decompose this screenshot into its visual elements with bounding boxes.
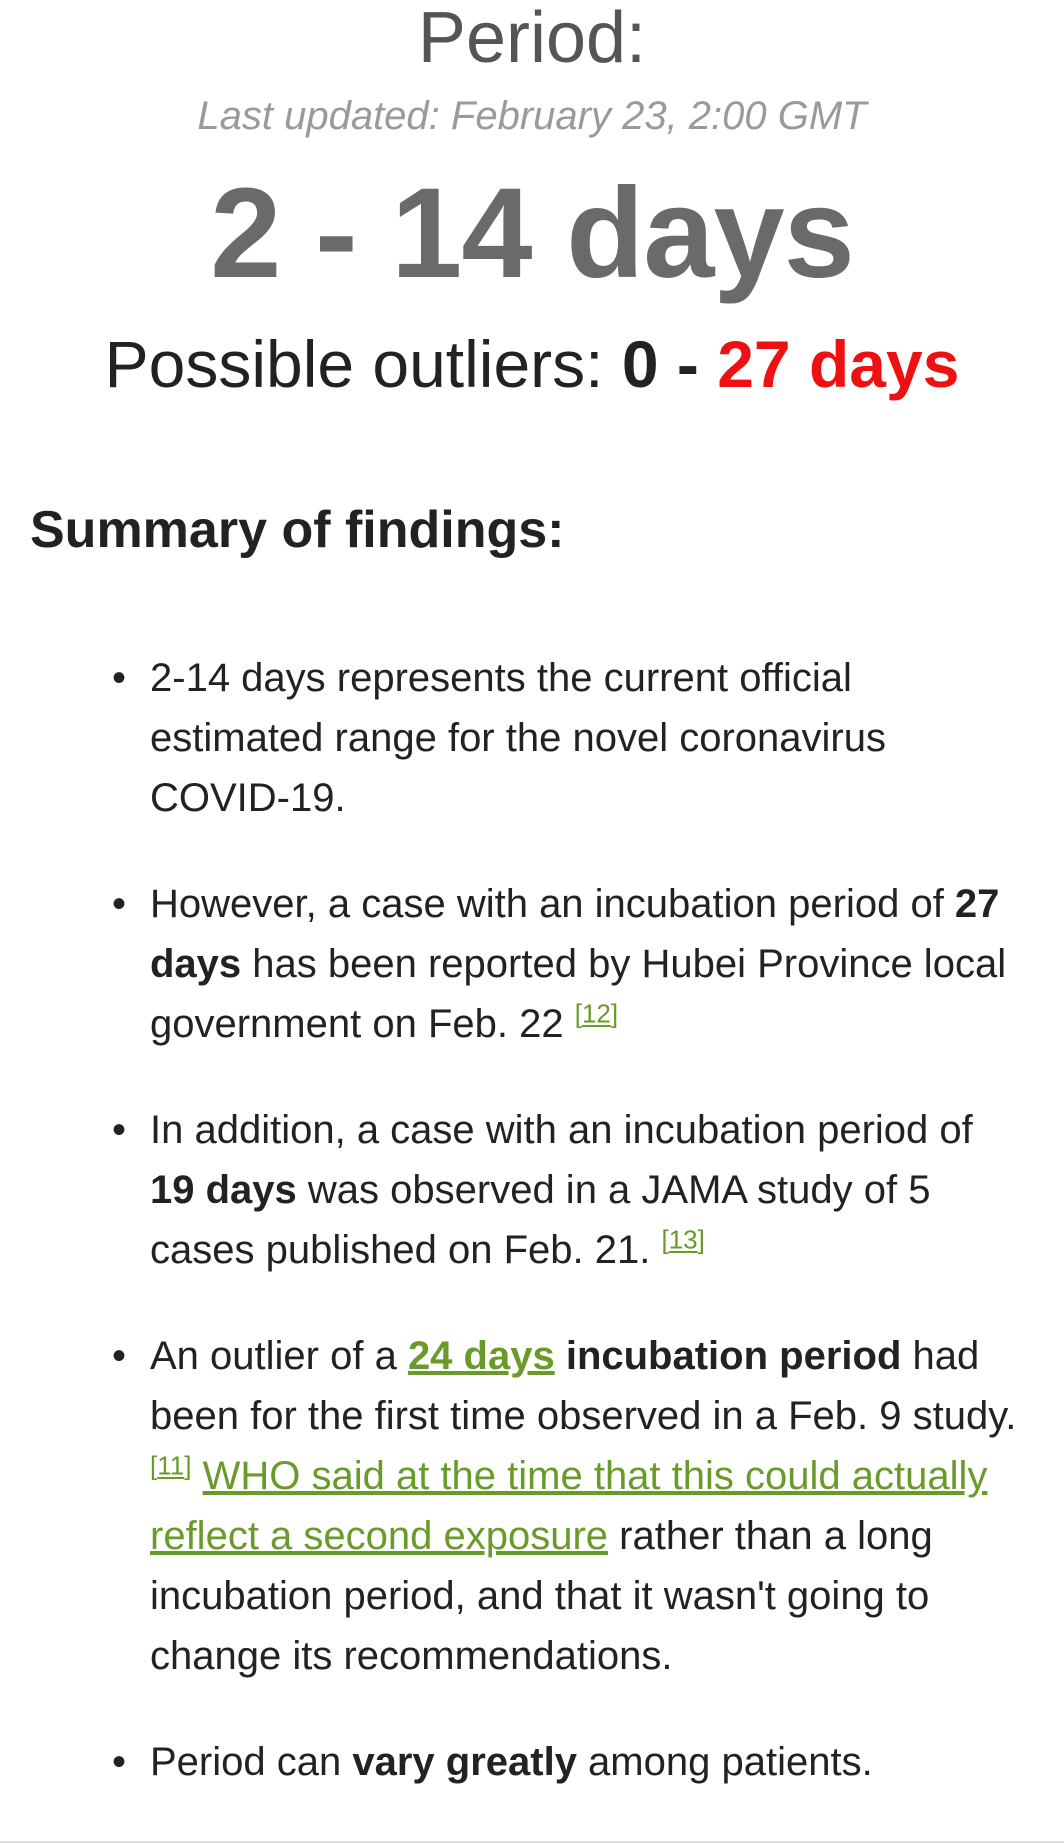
finding-text: was observed in a JAMA study of 5 cases published on Feb. 21. — [150, 1168, 931, 1272]
citation — [575, 999, 618, 1029]
bullet-icon: • — [112, 1334, 127, 1378]
findings-list — [98, 648, 1028, 1838]
citation-bracket: [ — [574, 998, 582, 1029]
outliers-max: 27 days — [717, 327, 960, 401]
list-item — [98, 648, 1028, 828]
citation-link[interactable]: 12 — [581, 998, 611, 1029]
outliers-dash: - — [658, 327, 718, 401]
finding-text: However, a case with an incubation period of — [150, 882, 955, 926]
bullet-icon: • — [112, 1740, 127, 1784]
finding-text: 2-14 days represents the current official estimated range for the novel coronavirus COVID-19. — [150, 656, 886, 820]
bullet-icon: • — [112, 656, 127, 700]
finding-text: had been for the first time observed in a Feb. 9 study. — [150, 1334, 1017, 1438]
spacer — [191, 1454, 202, 1498]
last-updated-text: Last updated: February 23, 2:00 GMT — [197, 94, 867, 138]
citation — [150, 1451, 191, 1481]
summary-heading: Summary of findings: — [30, 501, 565, 559]
citation-link[interactable]: 11 — [157, 1450, 185, 1481]
list-item — [98, 1732, 1028, 1792]
citation-bracket: ] — [184, 1450, 192, 1481]
citation — [661, 1225, 704, 1255]
finding-text: rather than a long incubation period, and that it wasn't going to change its recommendations. — [150, 1514, 933, 1678]
finding-bold: 27 days — [150, 882, 1000, 986]
citation-link[interactable]: 13 — [668, 1224, 698, 1255]
citation-bracket: [ — [661, 1224, 669, 1255]
citation-bracket: [ — [150, 1450, 158, 1481]
possible-outliers — [0, 326, 1064, 402]
list-item — [98, 874, 1028, 1054]
finding-bold: vary greatly — [352, 1740, 577, 1784]
finding-text: among patients. — [576, 1740, 873, 1784]
finding-bold: 19 days — [150, 1168, 297, 1212]
outliers-label: Possible outliers: — [104, 327, 622, 401]
incubation-range: 2 - 14 days — [210, 162, 854, 305]
citation-bracket: ] — [697, 1224, 705, 1255]
who-statement-link[interactable]: WHO said at the time that this could actually reflect a second exposure — [150, 1454, 988, 1558]
finding-text: An outlier of a — [150, 1334, 408, 1378]
list-item — [98, 1326, 1028, 1686]
finding-text: has been reported by Hubei Province local government on Feb. 22 — [150, 942, 1007, 1046]
bullet-icon: • — [112, 882, 127, 926]
bullet-icon: • — [112, 1108, 127, 1152]
citation-bracket: ] — [610, 998, 619, 1029]
outliers-min: 0 — [621, 327, 659, 401]
finding-bold: incubation period — [554, 1334, 902, 1378]
page-title: Period: — [417, 0, 647, 78]
24-days-link[interactable]: 24 days — [407, 1334, 555, 1378]
finding-text: Period can — [150, 1740, 353, 1784]
finding-text: In addition, a case with an incubation period of — [150, 1108, 973, 1152]
list-item — [98, 1100, 1028, 1280]
